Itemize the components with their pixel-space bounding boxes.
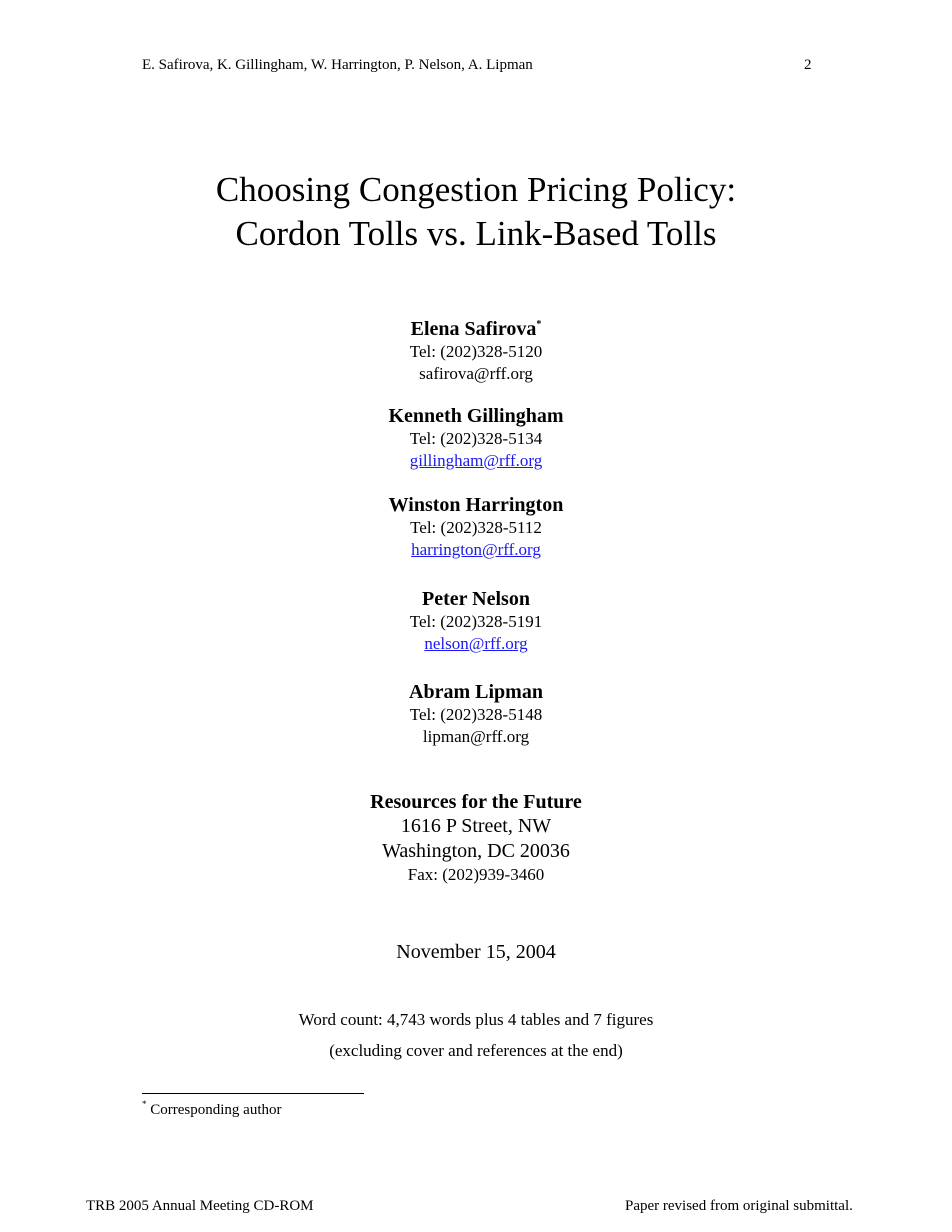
- author-email-link[interactable]: gillingham@rff.org: [409, 451, 543, 470]
- running-header-authors: E. Safirova, K. Gillingham, W. Harrington, P. Nelson, A. Lipman: [142, 57, 533, 73]
- organization-city: Washington, DC 20036: [382, 840, 570, 862]
- author-name: Winston Harrington: [388, 494, 564, 516]
- word-count: [0, 1004, 952, 1066]
- footnote-text: Corresponding author: [150, 1102, 282, 1118]
- author-email: safirova@rff.org: [419, 364, 533, 383]
- organization-name: Resources for the Future: [370, 791, 582, 813]
- author-tel: Tel: (202)328-5191: [409, 612, 543, 631]
- footnote-divider: [142, 1093, 364, 1094]
- paper-title-line-2: Cordon Tolls vs. Link-Based Tolls: [235, 214, 717, 253]
- author-block: [0, 680, 952, 748]
- footnote: [142, 1099, 282, 1119]
- organization-street: 1616 P Street, NW: [400, 815, 552, 837]
- author-tel: Tel: (202)328-5120: [409, 342, 543, 361]
- organization-fax: Fax: (202)939-3460: [407, 865, 545, 884]
- author-block: [0, 587, 952, 655]
- author-email: lipman@rff.org: [422, 727, 530, 746]
- author-tel: Tel: (202)328-5148: [409, 705, 543, 724]
- paper-date: November 15, 2004: [396, 941, 556, 963]
- page-number: 2: [804, 57, 812, 73]
- author-block: [0, 493, 952, 561]
- author-name: Kenneth Gillingham: [388, 405, 564, 427]
- organization-block: [0, 790, 952, 886]
- author-name: Elena Safirova: [410, 318, 537, 340]
- author-tel: Tel: (202)328-5134: [409, 429, 543, 448]
- author-name: Abram Lipman: [409, 681, 543, 703]
- footer-revision-note: Paper revised from original submittal.: [625, 1198, 853, 1214]
- author-name: Peter Nelson: [422, 588, 530, 610]
- paper-title-line-1: Choosing Congestion Pricing Policy:: [215, 170, 737, 209]
- author-tel: Tel: (202)328-5112: [410, 518, 542, 537]
- author-email-link[interactable]: nelson@rff.org: [424, 634, 528, 653]
- paper-title: [0, 168, 952, 256]
- footer-conference: TRB 2005 Annual Meeting CD-ROM: [86, 1198, 314, 1214]
- corresponding-author-marker: *: [536, 319, 542, 330]
- word-count-line-2: (excluding cover and references at the end): [329, 1041, 623, 1060]
- author-block: [0, 317, 952, 385]
- author-email-link[interactable]: harrington@rff.org: [411, 540, 541, 559]
- author-block: [0, 404, 952, 472]
- footnote-marker: *: [142, 1099, 147, 1109]
- word-count-line-1: Word count: 4,743 words plus 4 tables and 7 figures: [298, 1010, 654, 1029]
